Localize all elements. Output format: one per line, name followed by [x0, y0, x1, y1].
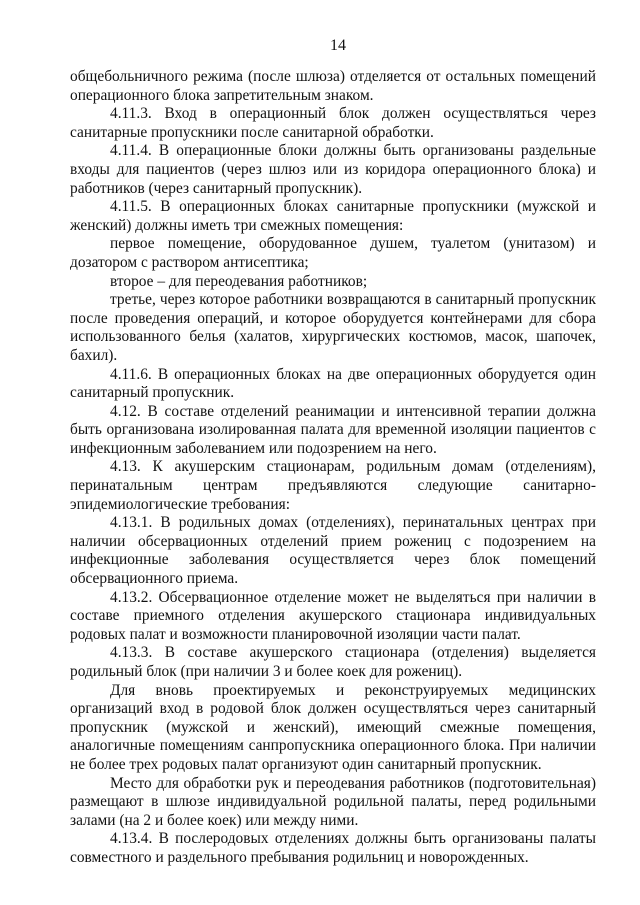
- paragraph: 4.13.2. Обсервационное отделение может не выделяться при наличии в составе приемного отделения акушерского стационара индивидуальных родовых палат и возможности планировочной изоляции части палат.: [70, 588, 596, 643]
- page-number: 14: [330, 37, 346, 54]
- paragraph: Место для обработки рук и переодевания работников (подготовительная) размещают в шлюзе индивидуальной родильной палаты, перед родильными залами (на 2 и более коек) или между ними.: [70, 774, 596, 829]
- paragraph: 4.12. В составе отделений реанимации и интенсивной терапии должна быть организована изолированная палата для временной изоляции пациентов с инфекционным заболеванием или подозрением на него.: [70, 402, 596, 457]
- paragraph: 4.13.1. В родильных домах (отделениях), перинатальных центрах при наличии обсервационных отделений прием рожениц с подозрением на инфекционные заболевания осуществляется через блок помещений обсервационного приема.: [70, 514, 596, 588]
- paragraph: второе – для переодевания работников;: [110, 272, 368, 290]
- document-body: [70, 68, 596, 868]
- paragraph: 4.13. К акушерским стационарам, родильным домам (отделениям), перинатальным центрам предъявляются следующие санитарно-эпидемиологические требования:: [70, 458, 596, 513]
- paragraph: 4.13.3. В составе акушерского стационара (отделения) выделяется родильный блок (при наличии 3 и более коек для рожениц).: [70, 644, 596, 680]
- paragraph: 4.11.4. В операционные блоки должны быть организованы раздельные входы для пациентов (через шлюз или из коридора операционного блока) и работников (через санитарный пропускник).: [70, 142, 596, 197]
- paragraph: общебольничного режима (после шлюза) отделяется от остальных помещений операционного блока запретительным знаком.: [70, 68, 596, 104]
- paragraph: третье, через которое работники возвращаются в санитарный пропускник после проведения операций, и которое оборудуется контейнерами для сбора использованного белья (халатов, хирургических костюмов, масок, шапочек, бахил).: [70, 291, 596, 364]
- paragraph: 4.11.3. Вход в операционный блок должен осуществляться через санитарные пропускники после санитарной обработки.: [70, 105, 596, 141]
- paragraph: 4.13.4. В послеродовых отделениях должны быть организованы палаты совместного и раздельного пребывания родильниц и новорожденных.: [70, 830, 596, 866]
- paragraph: первое помещение, оборудованное душем, туалетом (унитазом) и дозатором с раствором антисептика;: [70, 235, 596, 271]
- paragraph: 4.11.6. В операционных блоках на две операционных оборудуется один санитарный пропускник.: [70, 365, 596, 402]
- paragraph: Для вновь проектируемых и реконструируемых медицинских организаций вход в родовой блок должен осуществляться через санитарный пропускник (мужской и женский), имеющий смежные помещения, аналогичные помещениям санпропускника операционного блока. При наличии не более трех родовых палат организуют один санитарный пропускник.: [70, 681, 596, 773]
- paragraph: 4.11.5. В операционных блоках санитарные пропускники (мужской и женский) должны иметь три смежных помещения:: [70, 198, 596, 234]
